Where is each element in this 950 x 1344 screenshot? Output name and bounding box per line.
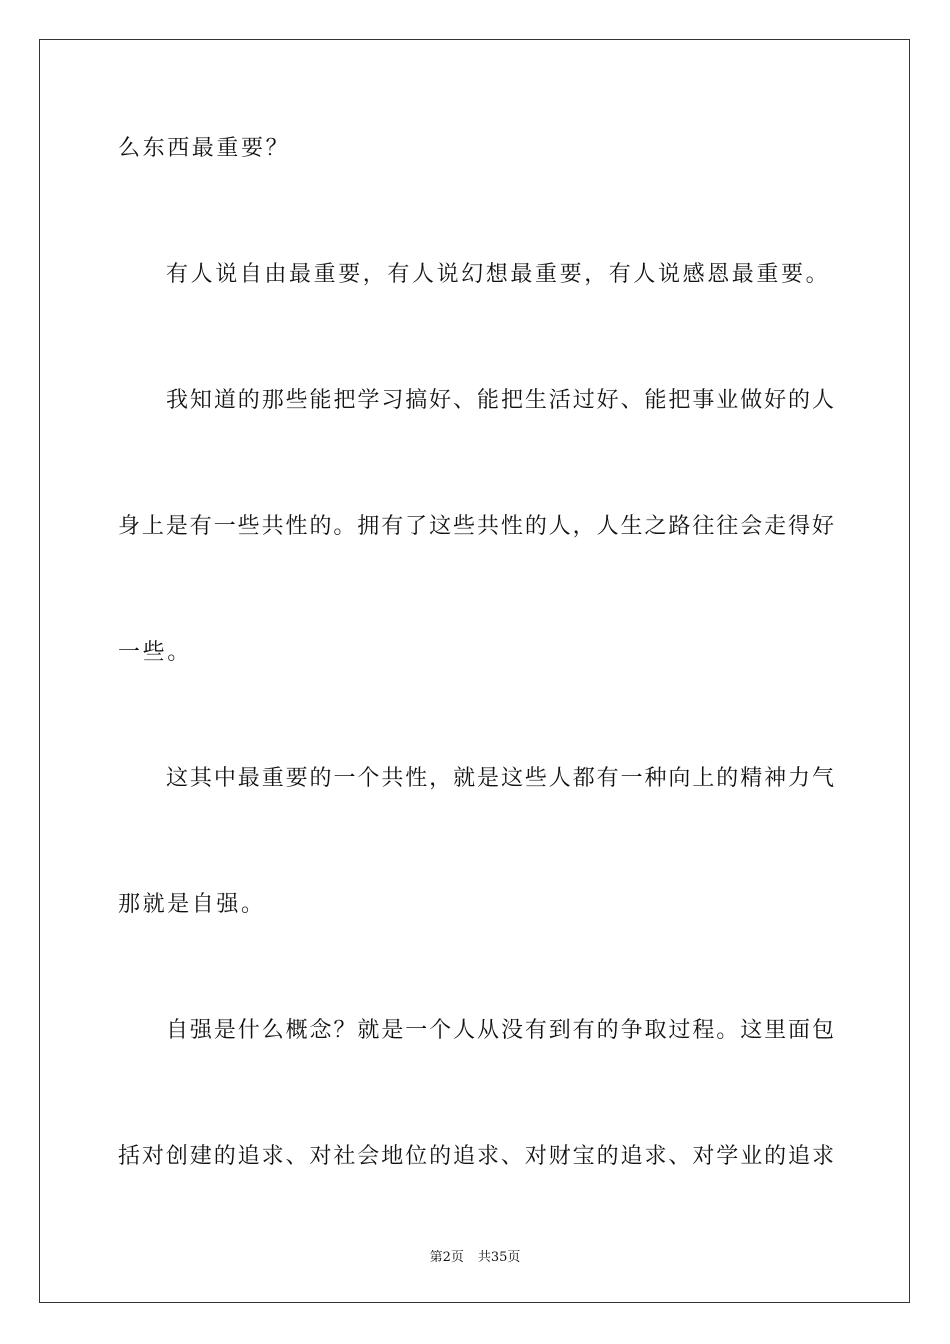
text-line-1: 么东西最重要？ [118,136,291,161]
page-footer [0,1246,950,1265]
text-line-2: 有人说自由最重要，有人说幻想最重要，有人说感恩最重要。 [166,262,831,287]
text-line-3: 我知道的那些能把学习搞好、能把生活过好、能把事业做好的人 [166,388,834,413]
text-line-8: 自强是什么概念？就是一个人从没有到有的争取过程。这里面包 [166,1018,834,1043]
text-line-4: 身上是有一些共性的。拥有了这些共性的人，人生之路往往会走得好 [118,514,834,539]
text-line-6: 这其中最重要的一个共性，就是这些人都有一种向上的精神力气 [166,766,834,791]
text-line-9: 括对创建的追求、对社会地位的追求、对财宝的追求、对学业的追求 [118,1144,834,1169]
text-line-5: 一些。 [118,640,192,665]
page-border [39,39,910,1303]
text-line-7: 那就是自强。 [118,892,266,917]
page-total-label: 共35页 [477,1250,521,1265]
page-current-label: 第2页 [429,1250,464,1265]
